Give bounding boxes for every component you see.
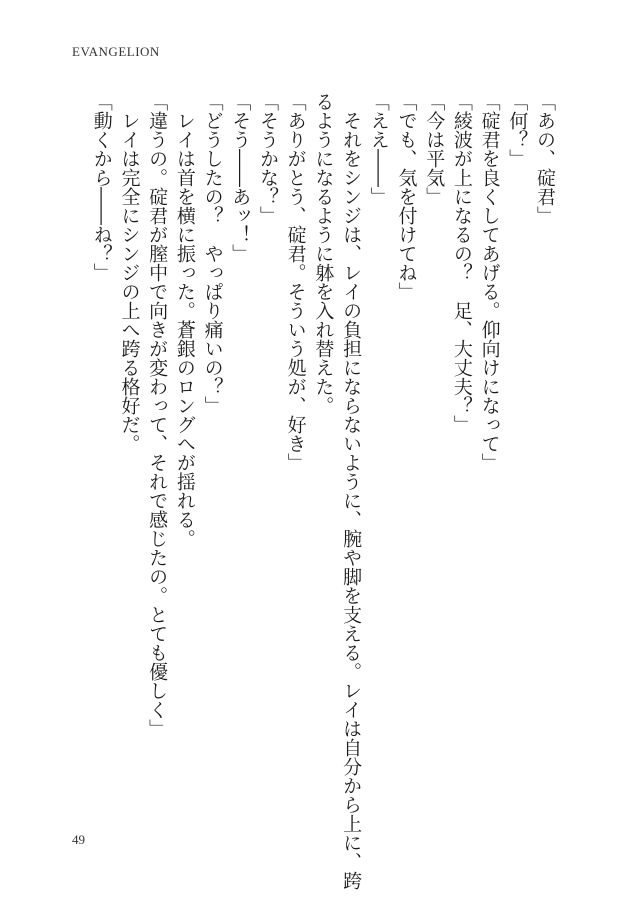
text-line: 「そうかな？」 [256,92,279,225]
text-line: レイは完全にシンジの上へ跨る格好だ。 [118,92,141,453]
text-line: 「碇君を良くしてあげる。仰向けになって」 [478,92,501,472]
text-line: 「どうしたの？ やっぱり痛いの？」 [201,92,224,415]
text-line: 「今は平気」 [423,92,446,206]
text-line: それをシンジは、レイの負担にならないように、腕や脚を支える。レイは自分から上に、跨 [340,92,363,890]
text-line: 「動くから――ね？」 [90,92,113,282]
text-line: 「あの、碇君」 [534,92,556,225]
text-line: るようになるように躰を入れ替えた。 [312,92,335,415]
text-line: 「ありがとう、碇君。そういう処が、好き」 [284,92,307,472]
vertical-text-body [87,92,558,890]
text-line: レイは首を横に振った。蒼銀のロングへが揺れる。 [173,92,196,548]
text-line: 「綾波が上になるの？ 足、大丈夫？」 [450,92,473,434]
book-title-header: EVANGELION [72,44,160,59]
text-line: 「何？」 [506,92,529,168]
text-line: 「違うの。碇君が膣中で向きが変わって、それで感じたの。とても優しく」 [146,92,169,738]
page-number: 49 [72,832,85,847]
text-line: 「でも、気を付けてね」 [395,92,418,301]
text-line: 「ええ――」 [367,92,390,206]
text-line: 「そう――あッ！」 [229,92,252,263]
